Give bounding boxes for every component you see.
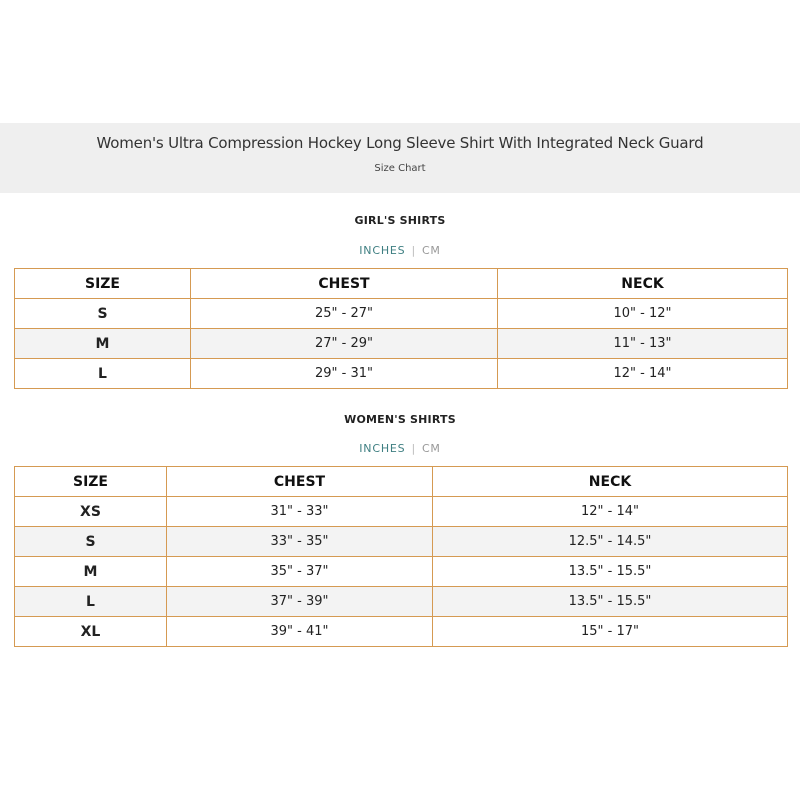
page-subtitle: Size Chart [374,163,426,174]
chest-cell: 33" - 35" [167,527,433,557]
size-cell: S [15,299,191,329]
column-header-size: SIZE [15,467,167,497]
table-header-row [15,467,788,497]
unit-cm-tab[interactable]: CM [421,244,441,257]
unit-cm-tab[interactable]: CM [421,442,441,455]
neck-cell: 10" - 12" [498,299,788,329]
neck-cell: 13.5" - 15.5" [433,557,788,587]
size-cell: XS [15,497,167,527]
chest-cell: 37" - 39" [167,587,433,617]
neck-cell: 12.5" - 14.5" [433,527,788,557]
column-header-neck: NECK [498,269,788,299]
unit-separator: | [411,244,416,257]
neck-cell: 15" - 17" [433,617,788,647]
size-cell: M [15,329,191,359]
neck-cell: 11" - 13" [498,329,788,359]
size-cell: L [15,587,167,617]
size-cell: S [15,527,167,557]
section-title-womens: WOMEN'S SHIRTS [344,413,456,426]
column-header-chest: CHEST [167,467,433,497]
unit-toggle-womens [0,442,800,455]
table-row [15,557,788,587]
table-row [15,527,788,557]
page-header [0,123,800,193]
table-header-row [15,269,788,299]
table-row [15,299,788,329]
chest-cell: 29" - 31" [191,359,498,389]
table-row [15,617,788,647]
table-row [15,329,788,359]
size-cell: XL [15,617,167,647]
size-cell: M [15,557,167,587]
page-title: Women's Ultra Compression Hockey Long Sleeve Shirt With Integrated Neck Guard [96,134,704,152]
size-table-girls [14,268,788,389]
neck-cell: 12" - 14" [498,359,788,389]
column-header-size: SIZE [15,269,191,299]
chest-cell: 35" - 37" [167,557,433,587]
chest-cell: 31" - 33" [167,497,433,527]
column-header-chest: CHEST [191,269,498,299]
unit-inches-tab[interactable]: INCHES [359,244,406,257]
table-row [15,497,788,527]
unit-inches-tab[interactable]: INCHES [359,442,406,455]
section-title-girls: GIRL'S SHIRTS [354,214,446,227]
size-table-womens [14,466,788,647]
neck-cell: 12" - 14" [433,497,788,527]
neck-cell: 13.5" - 15.5" [433,587,788,617]
table-row [15,587,788,617]
size-cell: L [15,359,191,389]
chest-cell: 39" - 41" [167,617,433,647]
chest-cell: 25" - 27" [191,299,498,329]
table-row [15,359,788,389]
column-header-neck: NECK [433,467,788,497]
unit-separator: | [411,442,416,455]
unit-toggle-girls [0,244,800,257]
chest-cell: 27" - 29" [191,329,498,359]
